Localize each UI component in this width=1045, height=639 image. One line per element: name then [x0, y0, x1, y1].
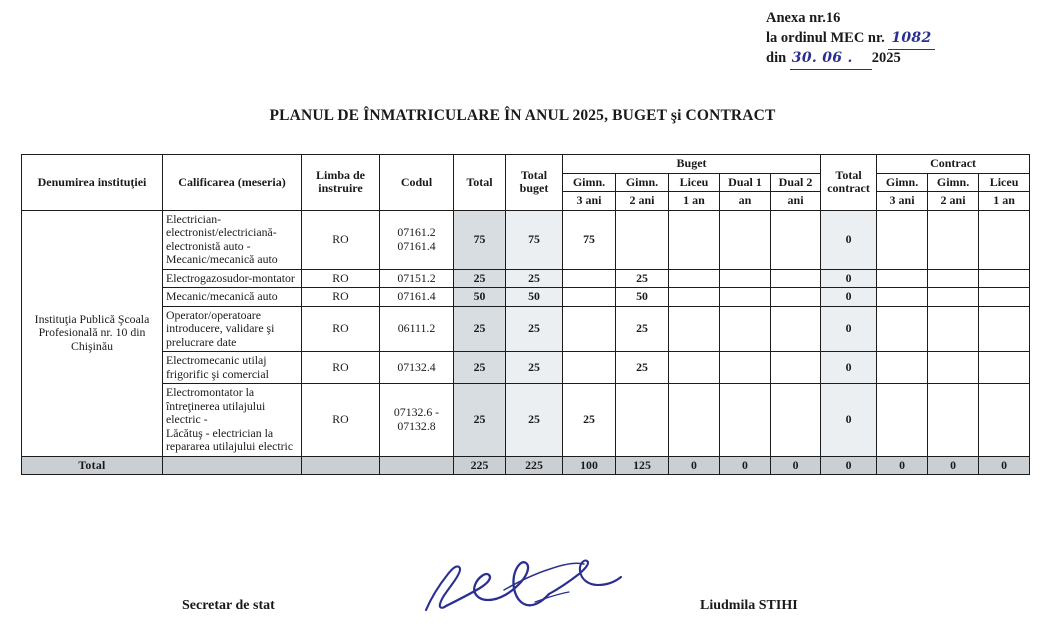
col-header-budget-liceu-top: Liceu	[669, 173, 720, 192]
cell-budget-0: 75	[563, 210, 616, 269]
cell-total-contract: 0	[821, 352, 877, 384]
col-header-contract-liceu-bottom: 1 an	[979, 192, 1030, 211]
col-header-language-line2: instruire	[318, 181, 363, 196]
cell-total-budget: 25	[506, 352, 563, 384]
col-header-budget-gimn2-bottom: 2 ani	[616, 192, 669, 211]
col-header-budget-dual2-bottom: ani	[771, 192, 821, 211]
cell-qualification: Electromontator la întreţinerea utilajului electric - Lăcătuş - electrician la repararea utilajului electric	[163, 384, 302, 457]
cell-total-total: 225	[454, 456, 506, 475]
col-header-language	[302, 155, 380, 211]
page-title: PLANUL DE ÎNMATRICULARE ÎN ANUL 2025, BUGET şi CONTRACT	[269, 107, 776, 124]
cell-contract-2	[979, 306, 1030, 352]
cell-budget-1: 25	[616, 269, 669, 288]
col-header-contract-gimn2-top: Gimn.	[928, 173, 979, 192]
table-row	[22, 210, 1030, 269]
col-header-total-budget	[506, 155, 563, 211]
enrollment-plan-table-wrapper	[21, 154, 1029, 475]
cell-total-budget-4: 0	[771, 456, 821, 475]
cell-contract-1	[928, 306, 979, 352]
cell-total-total-contract: 0	[821, 456, 877, 475]
cell-contract-0	[877, 288, 928, 307]
cell-budget-1	[616, 384, 669, 457]
col-header-budget-liceu-bottom: 1 an	[669, 192, 720, 211]
annex-order-value: 1082	[888, 28, 934, 50]
cell-total-budget-1: 125	[616, 456, 669, 475]
cell-language: RO	[302, 210, 380, 269]
col-header-language-line1: Limba de	[315, 167, 365, 182]
cell-budget-2	[669, 306, 720, 352]
cell-budget-2	[669, 210, 720, 269]
cell-total-total-budget: 225	[506, 456, 563, 475]
cell-code: 07151.2	[380, 269, 454, 288]
cell-budget-1: 25	[616, 306, 669, 352]
cell-budget-0: 25	[563, 384, 616, 457]
cell-budget-2	[669, 288, 720, 307]
cell-total-budget: 50	[506, 288, 563, 307]
cell-total-contract: 0	[821, 384, 877, 457]
cell-budget-2	[669, 352, 720, 384]
cell-budget-3	[720, 210, 771, 269]
signature-footer	[0, 598, 1045, 626]
annex-date-label: din	[766, 50, 787, 66]
cell-qualification: Operator/operatoare introducere, validare şi prelucrare date	[163, 306, 302, 352]
annex-order-label: la ordinul MEC nr.	[766, 30, 885, 46]
col-header-contract-gimn3-top: Gimn.	[877, 173, 928, 192]
cell-contract-2	[979, 288, 1030, 307]
annex-line-order	[766, 28, 935, 48]
cell-budget-1: 25	[616, 352, 669, 384]
cell-budget-3	[720, 384, 771, 457]
cell-total-contract-2: 0	[979, 456, 1030, 475]
col-header-total-budget-line2: buget	[519, 181, 549, 196]
col-header-total-contract	[821, 155, 877, 211]
col-group-header-contract: Contract	[877, 155, 1030, 174]
cell-qualification: Electrician-electronist/electriciană-electronistă auto - Mecanic/mecanică auto	[163, 210, 302, 269]
cell-total-budget-2: 0	[669, 456, 720, 475]
cell-contract-0	[877, 306, 928, 352]
cell-total-contract: 0	[821, 288, 877, 307]
col-header-total: Total	[454, 155, 506, 211]
cell-qualification: Electromecanic utilaj frigorific şi comercial	[163, 352, 302, 384]
col-group-header-budget: Buget	[563, 155, 821, 174]
annex-date-year: 2025	[871, 50, 901, 66]
cell-total-contract-1: 0	[928, 456, 979, 475]
cell-total-budget: 25	[506, 384, 563, 457]
cell-budget-0	[563, 269, 616, 288]
cell-language: RO	[302, 352, 380, 384]
cell-language: RO	[302, 384, 380, 457]
annex-line-number: Anexa nr.16	[766, 10, 841, 26]
cell-total-code	[380, 456, 454, 475]
enrollment-plan-table	[21, 154, 1030, 475]
cell-total: 25	[454, 269, 506, 288]
cell-qualification: Mecanic/mecanică auto	[163, 288, 302, 307]
cell-contract-1	[928, 210, 979, 269]
col-header-budget-dual1-top: Dual 1	[720, 173, 771, 192]
cell-total-budget-0: 100	[563, 456, 616, 475]
header-row-1	[22, 155, 1030, 174]
table-row	[22, 306, 1030, 352]
cell-total: 25	[454, 306, 506, 352]
col-header-institution: Denumirea instituţiei	[22, 155, 163, 211]
cell-total-budget-3: 0	[720, 456, 771, 475]
cell-budget-0	[563, 288, 616, 307]
cell-contract-0	[877, 352, 928, 384]
cell-language: RO	[302, 269, 380, 288]
cell-total-qualification	[163, 456, 302, 475]
annex-header-block	[766, 8, 935, 68]
cell-contract-2	[979, 384, 1030, 457]
col-header-budget-gimn2-top: Gimn.	[616, 173, 669, 192]
col-header-contract-gimn3-bottom: 3 ani	[877, 192, 928, 211]
cell-contract-2	[979, 352, 1030, 384]
cell-contract-0	[877, 210, 928, 269]
cell-budget-4	[771, 384, 821, 457]
cell-total-budget: 25	[506, 269, 563, 288]
cell-code: 07132.6 - 07132.8	[380, 384, 454, 457]
table-row	[22, 352, 1030, 384]
cell-contract-2	[979, 210, 1030, 269]
col-header-budget-gimn3-bottom: 3 ani	[563, 192, 616, 211]
cell-contract-1	[928, 288, 979, 307]
cell-language: RO	[302, 288, 380, 307]
cell-budget-4	[771, 288, 821, 307]
cell-code: 06111.2	[380, 306, 454, 352]
col-header-budget-dual2-top: Dual 2	[771, 173, 821, 192]
annex-line-date	[766, 48, 935, 68]
cell-budget-4	[771, 269, 821, 288]
cell-contract-1	[928, 269, 979, 288]
col-header-budget-gimn3-top: Gimn.	[563, 173, 616, 192]
col-header-code: Codul	[380, 155, 454, 211]
cell-contract-0	[877, 384, 928, 457]
cell-budget-1: 50	[616, 288, 669, 307]
col-header-contract-gimn2-bottom: 2 ani	[928, 192, 979, 211]
cell-total-budget: 75	[506, 210, 563, 269]
cell-budget-0	[563, 352, 616, 384]
col-header-budget-dual1-bottom: an	[720, 192, 771, 211]
cell-code: 07132.4	[380, 352, 454, 384]
table-row	[22, 288, 1030, 307]
cell-budget-0	[563, 306, 616, 352]
cell-total-contract-0: 0	[877, 456, 928, 475]
cell-code: 07161.4	[380, 288, 454, 307]
cell-total-contract: 0	[821, 210, 877, 269]
cell-budget-4	[771, 352, 821, 384]
table-row	[22, 384, 1030, 457]
cell-total-language	[302, 456, 380, 475]
table-header	[22, 155, 1030, 211]
col-header-total-contract-line1: Total	[835, 167, 862, 182]
cell-total-label: Total	[22, 456, 163, 475]
cell-contract-1	[928, 352, 979, 384]
cell-total-budget: 25	[506, 306, 563, 352]
cell-budget-2	[669, 384, 720, 457]
cell-total-contract: 0	[821, 269, 877, 288]
signatory-role: Secretar de stat	[182, 598, 275, 613]
cell-contract-1	[928, 384, 979, 457]
cell-budget-4	[771, 210, 821, 269]
cell-qualification: Electrogazosudor-montator	[163, 269, 302, 288]
cell-total: 75	[454, 210, 506, 269]
cell-language: RO	[302, 306, 380, 352]
cell-budget-1	[616, 210, 669, 269]
col-header-contract-liceu-top: Liceu	[979, 173, 1030, 192]
cell-contract-0	[877, 269, 928, 288]
cell-contract-2	[979, 269, 1030, 288]
table-body	[22, 210, 1030, 475]
cell-budget-3	[720, 306, 771, 352]
cell-budget-3	[720, 288, 771, 307]
col-header-total-budget-line1: Total	[520, 167, 548, 182]
cell-total: 25	[454, 384, 506, 457]
col-header-total-contract-line2: contract	[827, 181, 870, 196]
cell-institution: Instituţia Publică Şcoala Profesională nr. 10 din Chişinău	[22, 210, 163, 456]
cell-budget-2	[669, 269, 720, 288]
cell-total: 50	[454, 288, 506, 307]
col-header-qualification: Calificarea (meseria)	[163, 155, 302, 211]
cell-total: 25	[454, 352, 506, 384]
cell-budget-3	[720, 269, 771, 288]
cell-total-contract: 0	[821, 306, 877, 352]
cell-code: 07161.2 07161.4	[380, 210, 454, 269]
table-total-row	[22, 456, 1030, 475]
annex-date-value: 30. 06 .	[790, 48, 872, 70]
cell-budget-3	[720, 352, 771, 384]
table-row	[22, 269, 1030, 288]
cell-budget-4	[771, 306, 821, 352]
signatory-name: Liudmila STIHI	[700, 598, 798, 613]
